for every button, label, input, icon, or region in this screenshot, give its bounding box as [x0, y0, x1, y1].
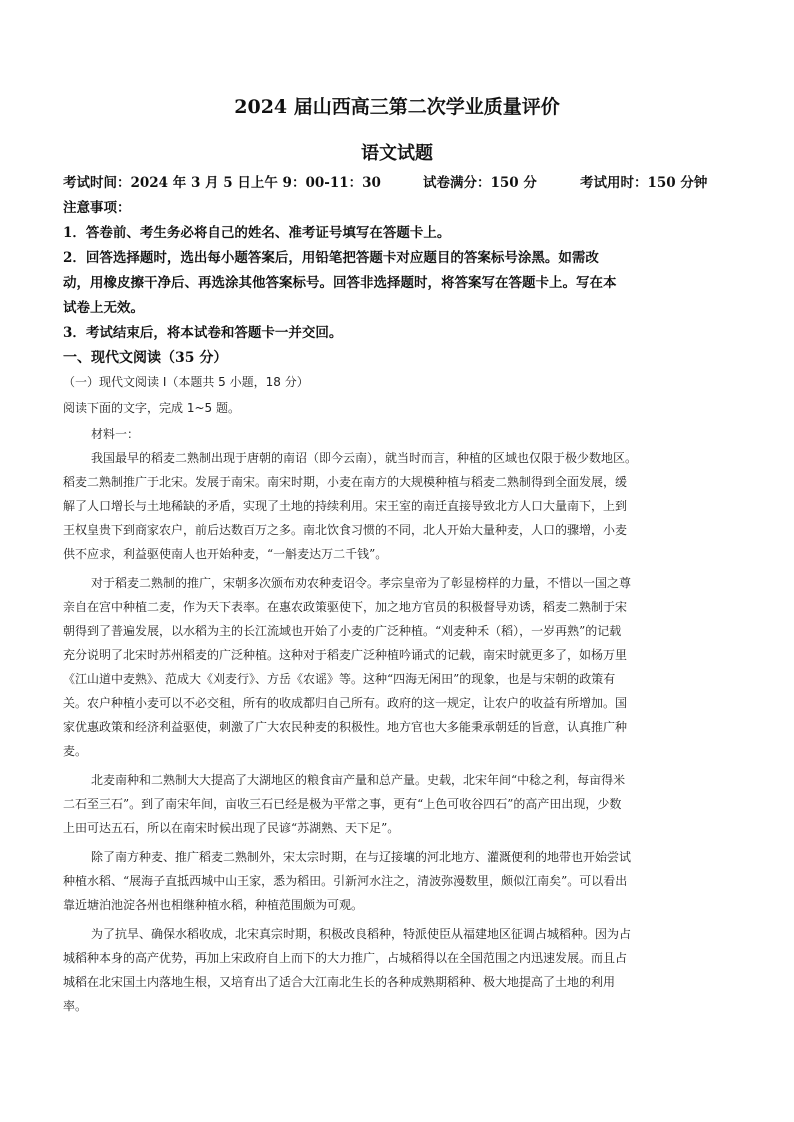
- passage-line: 对于稻麦二熟制的推广，宋朝多次颁布劝农种麦诏令。孝宗皇帝为了彰显榜样的力量，不惜以一国之尊: [91, 576, 632, 590]
- passage-line: 除了南方种麦、推广稻麦二熟制外，宋太宗时期，在与辽接壤的河北地方、灌溉便利的地带也开始尝试: [91, 850, 632, 864]
- passage-line: 种植水稻、“展海子直抵西城中山王家，悉为稻田。引新河水注之，清波弥漫数里，颇似江南矣”。可以看出: [63, 874, 628, 888]
- passage-line: 北麦南种和二熟制大大提高了大湖地区的粮食亩产量和总产量。史载，北宋年间“中稔之利，每亩得米: [91, 773, 626, 787]
- passage-line: 供不应求，利益驱使南人也开始种麦，“一斛麦达万二千钱”。: [63, 547, 388, 561]
- passage-line: 上田可达五石，所以在南宋时候出现了民谚“苏湖熟、天下足”。: [63, 821, 400, 835]
- passage-line: 充分说明了北宋时苏州稻麦的广泛种植。这种对于稻麦广泛种植吟诵式的记载，南宋时就更多了，如杨万里: [63, 648, 628, 662]
- note-line: 1．答卷前、考生务必将自己的姓名、准考证号填写在答题卡上。: [63, 225, 451, 241]
- passage-line: 解了人口增长与土地稀缺的矛盾，实现了土地的持续利用。宋王室的南迁直接导致北方人口大量南下，上到: [63, 499, 628, 513]
- page-subtitle: 语文试题: [361, 143, 433, 164]
- full-score: 试卷满分：150 分: [423, 175, 537, 191]
- passage-line: 靠近塘泊池淀各州也相继种植水稻，种植范围颇为可观。: [63, 898, 364, 912]
- exam-info: [63, 171, 733, 195]
- passage-line: 我国最早的稻麦二熟制出现于唐朝的南诏（即今云南），就当时而言，种植的区域也仅限于极少数地区。: [91, 451, 638, 465]
- passage-line: 《江山道中麦熟》、范成大《刈麦行》、方岳《农谣》等。这种“四海无闲田”的现象，也是与宋朝的政策有: [63, 672, 616, 686]
- notes-heading: 注意事项：: [63, 200, 131, 216]
- instruction: 阅读下面的文字，完成 1~5 题。: [63, 401, 240, 415]
- material-label: 材料一：: [91, 427, 140, 441]
- passage-line: 关。农户种植小麦可以不必交租，所有的收成都归自己所有。政府的这一规定，让农户的收益有所增加。国: [63, 696, 628, 710]
- passage-line: 城稻在北宋国土内落地生根，又培育出了适合大江南北生长的各种成熟期稻种、极大地提高了土地的利用: [63, 975, 616, 989]
- passage-line: 稻麦二熟制推广于北宋。发展于南宋。南宋时期，小麦在南方的大规模种植与稻麦二熟制得到全面发展，缓: [63, 475, 628, 489]
- passage-line: 麦。: [63, 744, 88, 758]
- note-line: 3．考试结束后，将本试卷和答题卡一并交回。: [63, 325, 343, 341]
- note-line: 动，用橡皮擦干净后、再选涂其他答案标号。回答非选择题时，将答案写在答题卡上。写在本: [63, 275, 617, 291]
- passage-line: 为了抗旱、确保水稻收成，北宋真宗时期，积极改良稻种，特派使臣从福建地区征调占城稻种。因为占: [91, 927, 632, 941]
- passage-line: 二石至三石”。到了南宋年间，亩收三石已经是极为平常之事，更有“上色可收谷四石”的高产田出现，少数: [63, 797, 622, 811]
- section-subheading: （一）现代文阅读 I（本题共 5 小题，18 分）: [63, 375, 309, 389]
- note-line: 试卷上无效。: [63, 300, 144, 316]
- passage-line: 城稻种本身的高产优势，再加上宋政府自上而下的大力推广，占城稻得以在全国范围之内迅速发展。而且占: [63, 951, 628, 965]
- passage-line: 率。: [63, 999, 88, 1013]
- section-heading: 一、现代文阅读（35 分）: [63, 350, 228, 366]
- passage-line: 家优惠政策和经济利益驱使，刺激了广大农民种麦的积极性。地方官也大多能秉承朝廷的旨意，认真推广种: [63, 720, 628, 734]
- exam-time: 考试时间：2024 年 3 月 5 日上午 9：00-11：30: [63, 175, 381, 191]
- note-line: 2．回答选择题时，选出每小题答案后，用铅笔把答题卡对应题目的答案标号涂黑。如需改: [63, 250, 599, 266]
- exam-duration: 考试用时：150 分钟: [580, 175, 708, 191]
- passage-line: 王权皇贵下到商家农户，前后达数百万之多。南北饮食习惯的不同，北人开始大量种麦，人口的骤增，小麦: [63, 523, 628, 537]
- passage-line: 亲自在宫中种植二麦，作为天下表率。在惠农政策驱使下，加之地方官员的积极督导劝诱，稻麦二熟制于宋: [63, 600, 628, 614]
- passage-line: 朝得到了普遍发展，以水稻为主的长江流域也开始了小麦的广泛种植。“刈麦种禾（稻），一岁再熟”的记载: [63, 624, 622, 638]
- page-title: 2024 届山西高三第二次学业质量评价: [234, 96, 560, 118]
